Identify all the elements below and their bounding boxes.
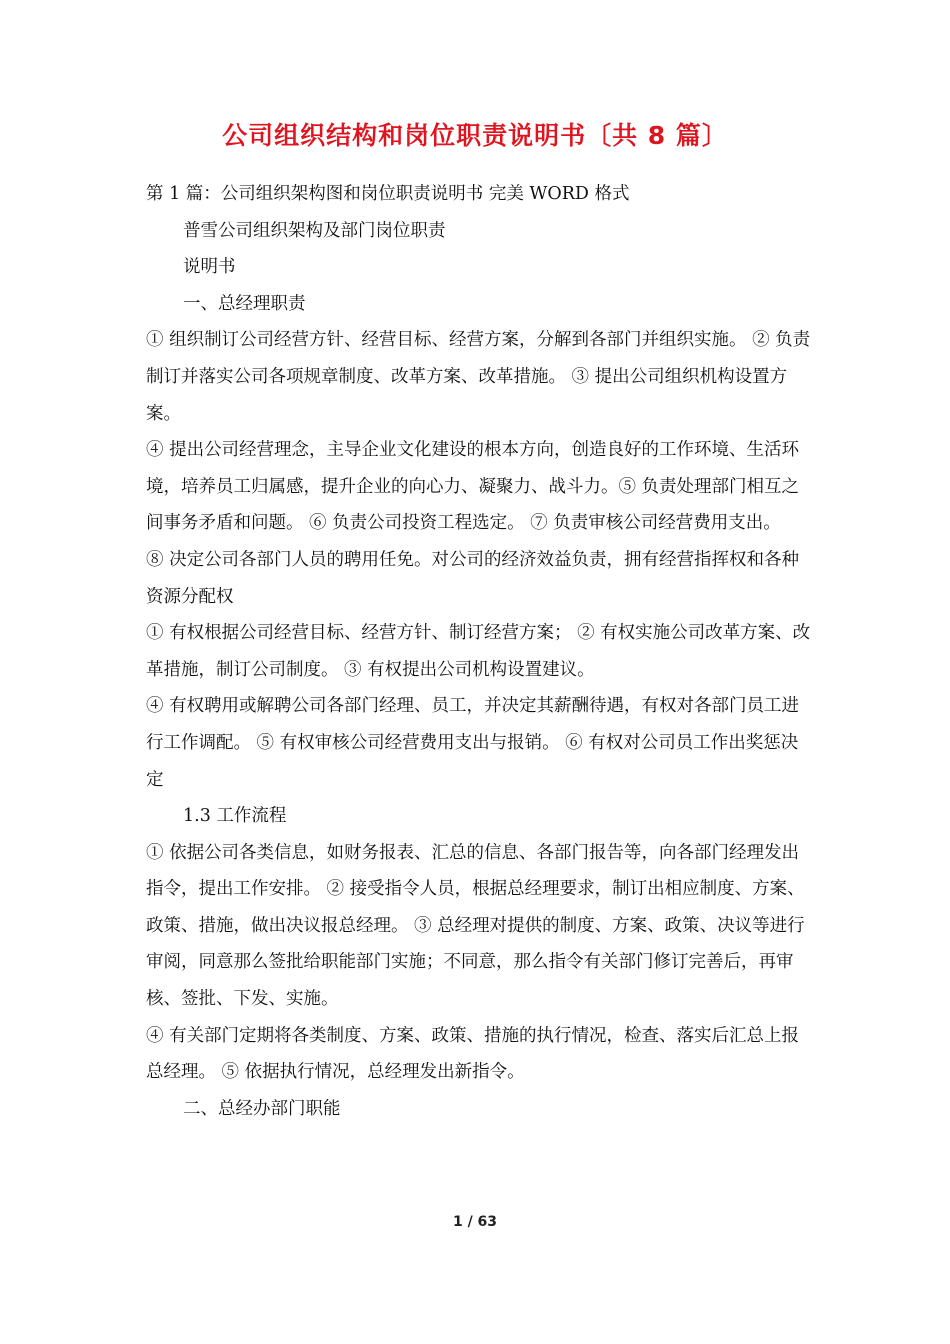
page-number: 1 / 63 xyxy=(452,1214,498,1230)
paragraph: 普雪公司组织架构及部门岗位职责 xyxy=(183,220,446,241)
chapter-heading xyxy=(146,176,814,213)
chapter-heading-text: 第 1 篇：公司组织架构图和岗位职责说明书 完美 WORD 格式 xyxy=(146,184,630,204)
document-body xyxy=(146,176,814,1127)
paragraph: ④ 有关部门定期将各类制度、方案、政策、措施的执行情况，检查、落实后汇总上报总经理。 ⑤ 依据执行情况，总经理发出新指令。 xyxy=(146,1025,800,1083)
section-heading: 一、总经理职责 xyxy=(183,293,306,314)
paragraph: ④ 有权聘用或解聘公司各部门经理、员工，并决定其薪酬待遇，有权对各部门员工进行工作调配。 ⑤ 有权审核公司经营费用支出与报销。 ⑥ 有权对公司员工作出奖惩决定 xyxy=(146,696,800,790)
paragraph: ④ 提出公司经营理念，主导企业文化建设的根本方向，创造良好的工作环境、生活环境，培养员工归属感，提升企业的向心力、凝聚力、战斗力。⑤ 负责处理部门相互之间事务矛盾和问题。 ⑥ 负责公司投资工程选定。 ⑦ 负责审核公司经营费用支出。 xyxy=(146,440,800,534)
section-heading: 1.3 工作流程 xyxy=(183,806,287,827)
section-heading: 二、总经办部门职能 xyxy=(183,1098,341,1119)
paragraph: ⑧ 决定公司各部门人员的聘用任免。对公司的经济效益负责，拥有经营指挥权和各种资源分配权 xyxy=(146,549,800,607)
paragraph: ① 组织制订公司经营方针、经营目标、经营方案，分解到各部门并组织实施。 ② 负责制订并落实公司各项规章制度、改革方案、改革措施。 ③ 提出公司组织机构设置方案。 xyxy=(146,330,811,424)
paragraph: ① 有权根据公司经营目标、经营方针、制订经营方案； ② 有权实施公司改革方案、改革措施，制订公司制度。 ③ 有权提出公司机构设置建议。 xyxy=(146,623,811,680)
document-title: 公司组织结构和岗位职责说明书〔共 8 篇〕 xyxy=(222,121,728,150)
paragraph: 说明书 xyxy=(183,257,236,278)
paragraph: ① 依据公司各类信息，如财务报表、汇总的信息、各部门报告等，向各部门经理发出指令，提出工作安排。 ② 接受指令人员，根据总经理要求，制订出相应制度、方案、政策、措施，做出决议报总经理。 ③ 总经理对提供的制度、方案、政策、决议等进行审阅，同意那么签批给职能部门实施；不同意，那么指令有关部门修订完善后，再审核、签批、下发、实施。 xyxy=(146,842,805,1010)
